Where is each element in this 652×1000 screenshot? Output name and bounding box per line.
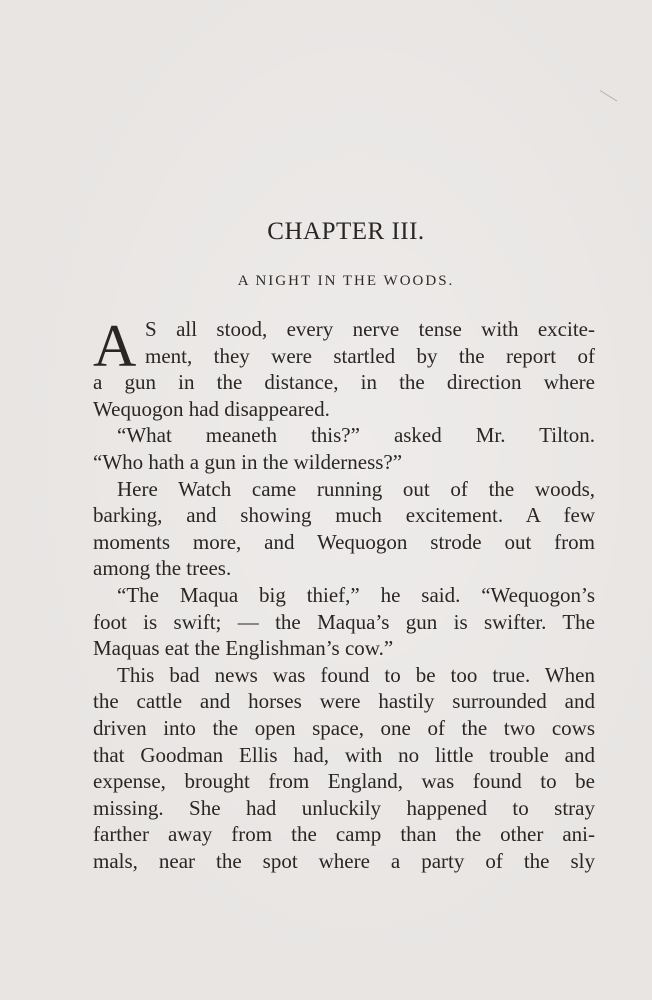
text-line: missing. She had unluckily happened to stray xyxy=(93,795,595,820)
text-line: Maquas eat the Englishman’s cow.” xyxy=(93,636,394,661)
text-line: driven into the open space, one of the two cows xyxy=(93,715,595,740)
body-text xyxy=(93,313,595,874)
text-line: the cattle and horses were hastily surrounded and xyxy=(93,689,595,714)
text-line: “What meaneth this?” asked Mr. Tilton. xyxy=(117,423,595,448)
text-line: mals, near the spot where a party of the sly xyxy=(93,848,595,873)
text-line: that Goodman Ellis had, with no little trouble and xyxy=(93,742,595,767)
text-line: Wequogon had disappeared. xyxy=(93,396,330,421)
chapter-subtitle: A NIGHT IN THE WOODS. xyxy=(237,273,455,289)
drop-cap: A xyxy=(93,313,137,379)
text-line: Here Watch came running out of the woods, xyxy=(117,476,595,501)
text-line: expense, brought from England, was found to be xyxy=(93,769,595,794)
text-line: barking, and showing much excitement. A few xyxy=(93,503,595,528)
chapter-title: CHAPTER III. xyxy=(267,218,425,245)
page-crease-mark xyxy=(600,90,617,101)
text-line: moments more, and Wequogon strode out from xyxy=(93,529,595,554)
text-line: ment, they were startled by the report of xyxy=(145,343,595,368)
text-line: S all stood, every nerve tense with excite- xyxy=(145,317,595,341)
text-line: farther away from the camp than the other ani- xyxy=(93,822,595,847)
text-line: “Who hath a gun in the wilderness?” xyxy=(93,449,403,474)
text-line: among the trees. xyxy=(93,556,232,581)
text-line: a gun in the distance, in the direction where xyxy=(93,370,595,395)
text-line: This bad news was found to be too true. When xyxy=(117,662,595,687)
text-line: “The Maqua big thief,” he said. “Wequogon’s xyxy=(117,582,595,607)
text-line: foot is swift; — the Maqua’s gun is swifter. The xyxy=(93,609,595,634)
